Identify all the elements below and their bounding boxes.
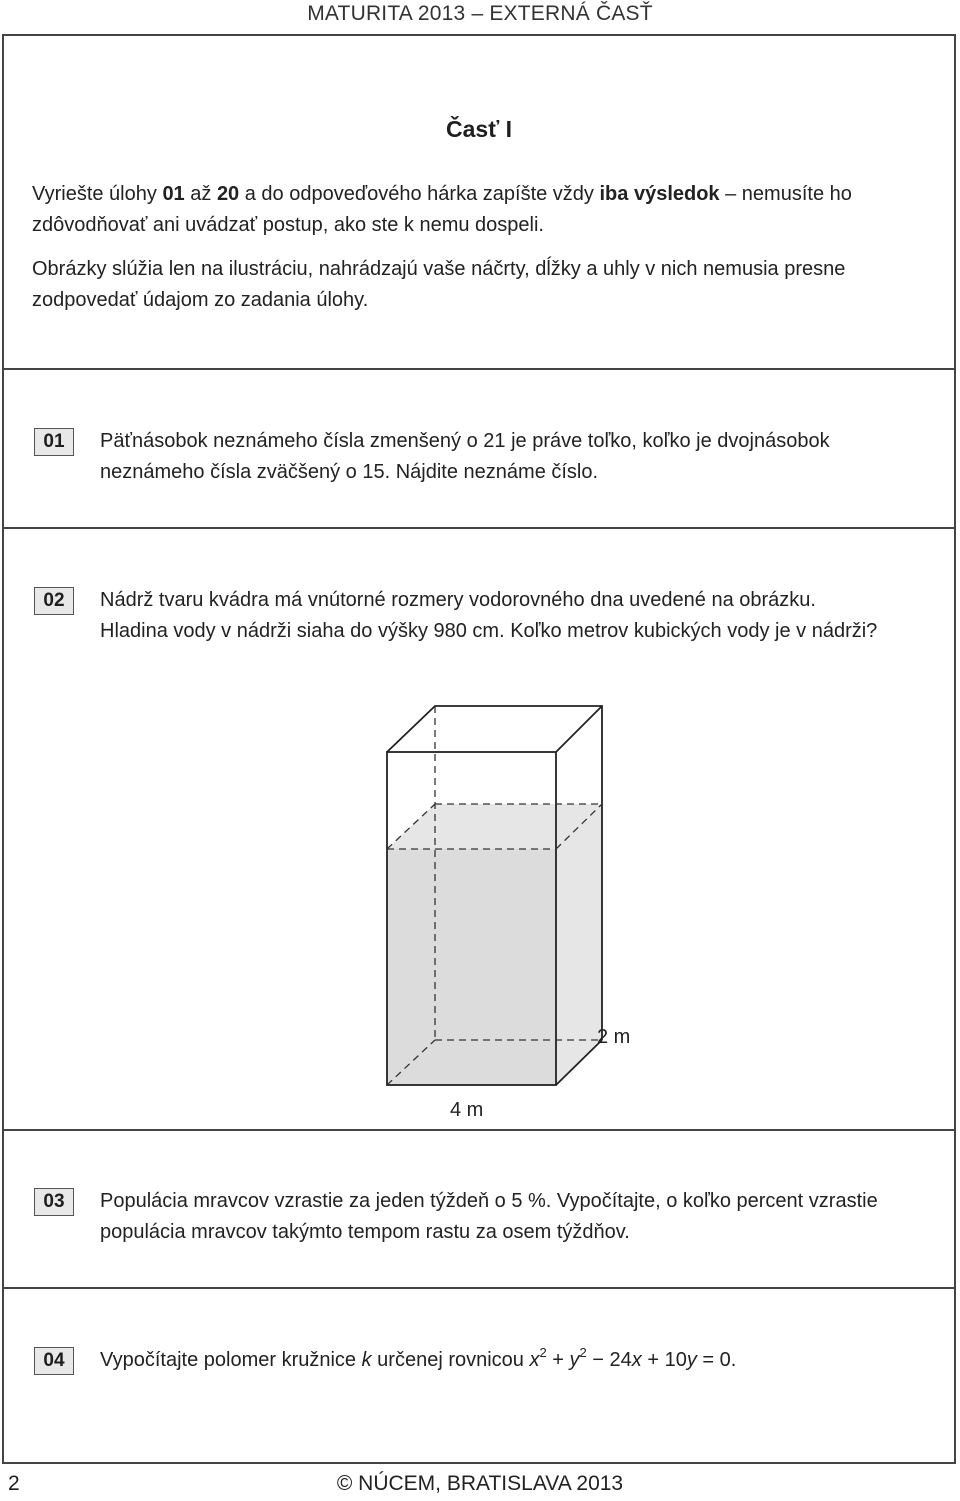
intro-text: až xyxy=(184,183,217,205)
math-variable-y: y xyxy=(686,1349,697,1371)
question-number-badge: 01 xyxy=(34,428,74,456)
intro-text: Obrázky slúžia len na ilustráciu, nahrádzajú vaše náčrty, dĺžky a uhly v nich nemusia presne xyxy=(32,258,846,280)
math-variable-y: y xyxy=(569,1349,580,1371)
question-number-badge: 04 xyxy=(34,1347,74,1375)
water-front-face xyxy=(387,849,556,1085)
question-line: populácia mravcov takýmto tempom rastu za osem týždňov. xyxy=(100,1221,630,1243)
math-variable-x: x xyxy=(529,1349,540,1371)
math-variable-x: x xyxy=(631,1349,642,1371)
intro-bold-first-task: 01 xyxy=(162,183,185,205)
intro-text: zodpovedať údajom zo zadania úlohy. xyxy=(32,289,369,311)
width-dimension-label: 4 m xyxy=(450,1099,484,1121)
page-number: 2 xyxy=(8,1472,20,1495)
depth-dimension-label: 2 m xyxy=(597,1026,631,1048)
page-frame xyxy=(2,34,956,1464)
math-variable-k: k xyxy=(361,1349,372,1371)
question-line: Populácia mravcov vzrastie za jeden týždeň o 5 %. Vypočítajte, o koľko percent vzrastie xyxy=(100,1190,878,1212)
question-line: Nádrž tvaru kvádra má vnútorné rozmery vodorovného dna uvedené na obrázku. xyxy=(100,589,816,611)
intro-text: zdôvodňovať ani uvádzať postup, ako ste k nemu dospeli. xyxy=(32,214,544,236)
question-line: Hladina vody v nádrži siaha do výšky 980 cm. Koľko metrov kubických vody je v nádrži? xyxy=(100,620,878,642)
question-line: Päťnásobok neznámeho čísla zmenšený o 21 je práve toľko, koľko je dvojnásobok xyxy=(100,430,830,452)
question-line: Vypočítajte polomer kružnice xyxy=(100,1349,362,1371)
question-03-text xyxy=(100,1186,878,1248)
intro-bold-result-only: iba výsledok xyxy=(599,183,720,205)
footer-copyright: © NÚCEM, BRATISLAVA 2013 xyxy=(336,1472,624,1495)
intro-text: a do odpoveďového hárka zapíšte vždy xyxy=(239,183,600,205)
question-number-badge: 02 xyxy=(34,587,74,615)
water-side-face xyxy=(556,804,602,1085)
question-line: určenej rovnicou xyxy=(371,1349,530,1371)
math-operator: − 24 xyxy=(586,1349,632,1371)
intro-bold-last-task: 20 xyxy=(216,183,240,205)
math-operator: + xyxy=(546,1349,570,1371)
intro-text: Vyriešte úlohy xyxy=(32,183,163,205)
question-line: neznámeho čísla zväčšený o 15. Nájdite neznáme číslo. xyxy=(100,461,599,483)
question-number-badge: 03 xyxy=(34,1188,74,1216)
section-divider xyxy=(4,1287,954,1289)
part-title: Časť I xyxy=(446,116,512,142)
math-operator: + 10 xyxy=(641,1349,687,1371)
intro-text: – nemusíte ho xyxy=(719,183,852,205)
cuboid-tank-figure xyxy=(4,36,954,1136)
question-04-text xyxy=(100,1345,736,1376)
math-operator: = 0. xyxy=(696,1349,737,1371)
page-header: MATURITA 2013 – EXTERNÁ ČASŤ xyxy=(307,2,653,25)
section-divider xyxy=(4,1129,954,1131)
math-exponent: 2 xyxy=(579,1345,587,1360)
math-exponent: 2 xyxy=(539,1345,547,1360)
